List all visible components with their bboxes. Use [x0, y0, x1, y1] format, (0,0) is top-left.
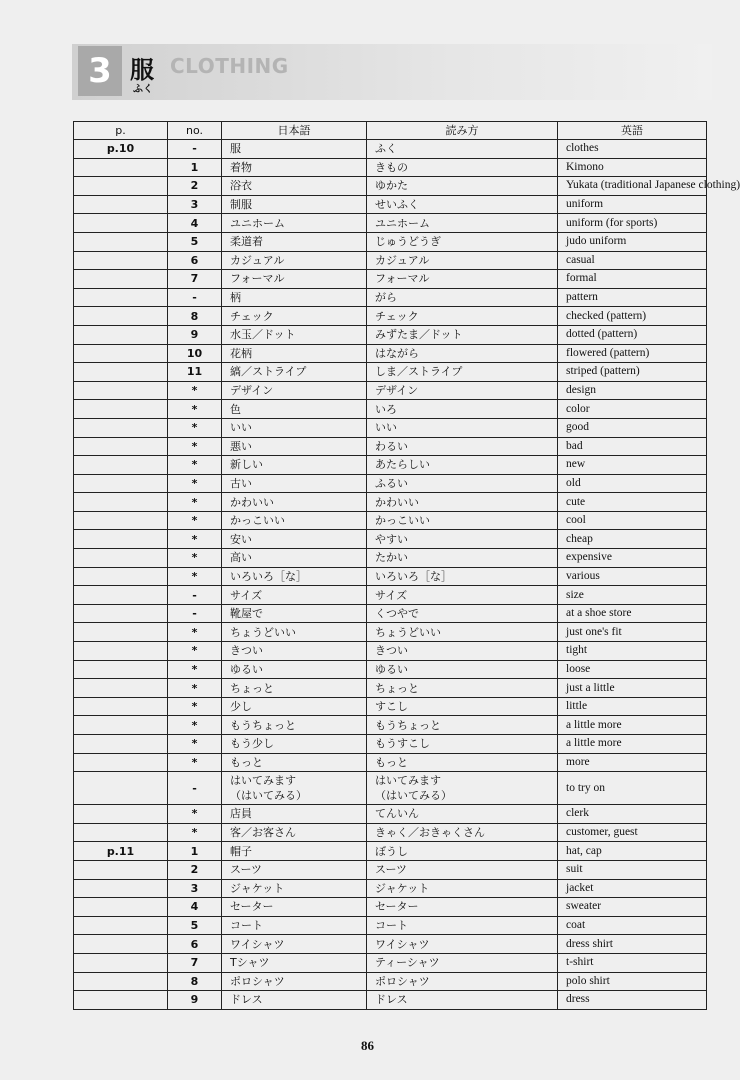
japanese-cell: 色 — [222, 400, 367, 419]
japanese-cell: 高い — [222, 549, 367, 568]
table-row — [74, 325, 707, 344]
table-row — [74, 363, 707, 382]
page-cell — [74, 270, 168, 289]
table-row — [74, 953, 707, 972]
page-cell — [74, 953, 168, 972]
reading-cell: ふるい — [367, 474, 558, 493]
number-cell: * — [168, 660, 222, 679]
number-cell: 5 — [168, 232, 222, 251]
table-row — [74, 972, 707, 991]
english-cell: hat, cap — [558, 842, 707, 861]
number-cell: * — [168, 642, 222, 661]
english-cell: expensive — [558, 549, 707, 568]
japanese-cell: 柔道着 — [222, 232, 367, 251]
chapter-number: 3 — [78, 46, 122, 96]
reading-cell: いろ — [367, 400, 558, 419]
english-cell: to try on — [558, 772, 707, 805]
japanese-cell: ゆるい — [222, 660, 367, 679]
number-cell: * — [168, 735, 222, 754]
table-row — [74, 898, 707, 917]
reading-cell: カジュアル — [367, 251, 558, 270]
number-cell: 4 — [168, 898, 222, 917]
number-cell: 2 — [168, 177, 222, 196]
reading-cell: がら — [367, 288, 558, 307]
page-cell — [74, 325, 168, 344]
page-cell — [74, 586, 168, 605]
number-cell: * — [168, 493, 222, 512]
page-cell — [74, 823, 168, 842]
number-cell: * — [168, 753, 222, 772]
table-row — [74, 842, 707, 861]
page-cell — [74, 935, 168, 954]
page-cell — [74, 177, 168, 196]
english-cell: cool — [558, 511, 707, 530]
english-cell: Yukata (traditional Japanese clothing) — [558, 177, 707, 196]
table-row — [74, 158, 707, 177]
japanese-cell: 少し — [222, 697, 367, 716]
table-row — [74, 860, 707, 879]
table-row — [74, 735, 707, 754]
number-cell: - — [168, 772, 222, 805]
english-cell: tight — [558, 642, 707, 661]
reading-cell: フォーマル — [367, 270, 558, 289]
japanese-cell: もっと — [222, 753, 367, 772]
japanese-cell: チェック — [222, 307, 367, 326]
english-cell: little — [558, 697, 707, 716]
english-cell: pattern — [558, 288, 707, 307]
page-cell — [74, 991, 168, 1010]
table-row — [74, 474, 707, 493]
japanese-cell: かわいい — [222, 493, 367, 512]
number-cell: * — [168, 716, 222, 735]
number-cell: * — [168, 549, 222, 568]
english-cell: dress — [558, 991, 707, 1010]
page-cell: p.11 — [74, 842, 168, 861]
japanese-cell: 服 — [222, 140, 367, 159]
reading-cell: いろいろ［な］ — [367, 567, 558, 586]
japanese-cell: もうちょっと — [222, 716, 367, 735]
page-cell — [74, 232, 168, 251]
japanese-cell: 古い — [222, 474, 367, 493]
reading-cell: せいふく — [367, 195, 558, 214]
japanese-cell: はいてみます （はいてみる） — [222, 772, 367, 805]
number-cell: 9 — [168, 325, 222, 344]
reading-cell: わるい — [367, 437, 558, 456]
number-cell: * — [168, 530, 222, 549]
japanese-cell: 着物 — [222, 158, 367, 177]
number-cell: 8 — [168, 307, 222, 326]
page-cell — [74, 860, 168, 879]
japanese-cell: 悪い — [222, 437, 367, 456]
page-cell — [74, 567, 168, 586]
reading-cell: もうすこし — [367, 735, 558, 754]
table-row — [74, 381, 707, 400]
reading-cell: チェック — [367, 307, 558, 326]
table-row — [74, 177, 707, 196]
page-cell — [74, 972, 168, 991]
japanese-cell: 縞／ストライプ — [222, 363, 367, 382]
english-cell: a little more — [558, 716, 707, 735]
japanese-cell: 新しい — [222, 456, 367, 475]
number-cell: 10 — [168, 344, 222, 363]
japanese-cell: 水玉／ドット — [222, 325, 367, 344]
reading-cell: ちょうどいい — [367, 623, 558, 642]
reading-cell: みずたま／ドット — [367, 325, 558, 344]
japanese-cell: デザイン — [222, 381, 367, 400]
japanese-cell: コート — [222, 916, 367, 935]
reading-cell: コート — [367, 916, 558, 935]
english-cell: flowered (pattern) — [558, 344, 707, 363]
english-cell: checked (pattern) — [558, 307, 707, 326]
page-cell — [74, 437, 168, 456]
reading-cell: ユニホーム — [367, 214, 558, 233]
table-header-row — [74, 122, 707, 140]
table-row — [74, 195, 707, 214]
japanese-cell: ジャケット — [222, 879, 367, 898]
english-cell: dotted (pattern) — [558, 325, 707, 344]
english-cell: Kimono — [558, 158, 707, 177]
page-cell — [74, 642, 168, 661]
english-cell: cheap — [558, 530, 707, 549]
page-cell — [74, 288, 168, 307]
reading-cell: かっこいい — [367, 511, 558, 530]
english-cell: color — [558, 400, 707, 419]
number-cell: * — [168, 805, 222, 824]
table-row — [74, 823, 707, 842]
number-cell: * — [168, 697, 222, 716]
english-cell: a little more — [558, 735, 707, 754]
reading-cell: たかい — [367, 549, 558, 568]
number-cell: - — [168, 604, 222, 623]
page-cell — [74, 735, 168, 754]
page-cell — [74, 716, 168, 735]
english-cell: coat — [558, 916, 707, 935]
page-cell: p.10 — [74, 140, 168, 159]
page-cell — [74, 363, 168, 382]
japanese-cell: 靴屋で — [222, 604, 367, 623]
japanese-cell: ドレス — [222, 991, 367, 1010]
english-cell: good — [558, 418, 707, 437]
english-cell: more — [558, 753, 707, 772]
reading-cell: はいてみます （はいてみる） — [367, 772, 558, 805]
reading-cell: ワイシャツ — [367, 935, 558, 954]
reading-cell: デザイン — [367, 381, 558, 400]
reading-cell: ポロシャツ — [367, 972, 558, 991]
number-cell: * — [168, 679, 222, 698]
reading-cell: サイズ — [367, 586, 558, 605]
japanese-cell: 浴衣 — [222, 177, 367, 196]
japanese-cell: もう少し — [222, 735, 367, 754]
japanese-cell: ちょうどいい — [222, 623, 367, 642]
table-row — [74, 530, 707, 549]
number-cell: * — [168, 623, 222, 642]
table-row — [74, 140, 707, 159]
reading-cell: かわいい — [367, 493, 558, 512]
table-row — [74, 344, 707, 363]
reading-cell: てんいん — [367, 805, 558, 824]
page-cell — [74, 898, 168, 917]
reading-cell: きもの — [367, 158, 558, 177]
table-row — [74, 251, 707, 270]
column-header-page: p. — [74, 122, 168, 140]
english-cell: dress shirt — [558, 935, 707, 954]
number-cell: 7 — [168, 953, 222, 972]
reading-cell: いい — [367, 418, 558, 437]
reading-cell: セーター — [367, 898, 558, 917]
number-cell: 9 — [168, 991, 222, 1010]
column-header-reading: 読み方 — [367, 122, 558, 140]
page-cell — [74, 660, 168, 679]
reading-cell: きゃく／おきゃくさん — [367, 823, 558, 842]
table-row — [74, 753, 707, 772]
table-row — [74, 400, 707, 419]
japanese-cell: ちょっと — [222, 679, 367, 698]
reading-cell: ぼうし — [367, 842, 558, 861]
page-cell — [74, 474, 168, 493]
page-cell — [74, 493, 168, 512]
chapter-furigana: ふく — [133, 84, 153, 95]
reading-cell: もっと — [367, 753, 558, 772]
table-row — [74, 772, 707, 805]
japanese-cell: サイズ — [222, 586, 367, 605]
number-cell: 3 — [168, 195, 222, 214]
column-header-number: no. — [168, 122, 222, 140]
number-cell: - — [168, 288, 222, 307]
japanese-cell: ユニホーム — [222, 214, 367, 233]
number-cell: 11 — [168, 363, 222, 382]
english-cell: size — [558, 586, 707, 605]
page-cell — [74, 381, 168, 400]
page-cell — [74, 805, 168, 824]
japanese-cell: きつい — [222, 642, 367, 661]
page-cell — [74, 195, 168, 214]
english-cell: casual — [558, 251, 707, 270]
number-cell: * — [168, 511, 222, 530]
english-cell: cute — [558, 493, 707, 512]
number-cell: * — [168, 381, 222, 400]
reading-cell: ドレス — [367, 991, 558, 1010]
english-cell: jacket — [558, 879, 707, 898]
english-cell: judo uniform — [558, 232, 707, 251]
japanese-cell: かっこいい — [222, 511, 367, 530]
number-cell: 5 — [168, 916, 222, 935]
reading-cell: ちょっと — [367, 679, 558, 698]
page-cell — [74, 679, 168, 698]
table-row — [74, 697, 707, 716]
english-cell: bad — [558, 437, 707, 456]
number-cell: 4 — [168, 214, 222, 233]
table-row — [74, 916, 707, 935]
number-cell: * — [168, 456, 222, 475]
page-cell — [74, 530, 168, 549]
reading-cell: ゆるい — [367, 660, 558, 679]
page-cell — [74, 251, 168, 270]
reading-cell: はながら — [367, 344, 558, 363]
vocabulary-table — [73, 121, 740, 1010]
english-cell: sweater — [558, 898, 707, 917]
japanese-cell: 客／お客さん — [222, 823, 367, 842]
page-cell — [74, 623, 168, 642]
english-cell: uniform (for sports) — [558, 214, 707, 233]
table-row — [74, 642, 707, 661]
japanese-cell: カジュアル — [222, 251, 367, 270]
number-cell: 7 — [168, 270, 222, 289]
english-cell: old — [558, 474, 707, 493]
table-row — [74, 991, 707, 1010]
table-row — [74, 549, 707, 568]
number-cell: 2 — [168, 860, 222, 879]
page-cell — [74, 697, 168, 716]
reading-cell: もうちょっと — [367, 716, 558, 735]
japanese-cell: セーター — [222, 898, 367, 917]
number-cell: * — [168, 567, 222, 586]
table-row — [74, 586, 707, 605]
english-cell: formal — [558, 270, 707, 289]
english-cell: loose — [558, 660, 707, 679]
reading-cell: くつやで — [367, 604, 558, 623]
chapter-english-title: CLOTHING — [170, 54, 289, 78]
page-cell — [74, 604, 168, 623]
japanese-cell: Tシャツ — [222, 953, 367, 972]
table-row — [74, 511, 707, 530]
japanese-cell: いい — [222, 418, 367, 437]
reading-cell: きつい — [367, 642, 558, 661]
table-row — [74, 418, 707, 437]
reading-cell: すこし — [367, 697, 558, 716]
reading-cell: ふく — [367, 140, 558, 159]
japanese-cell: 制服 — [222, 195, 367, 214]
page-cell — [74, 879, 168, 898]
reading-cell: ティーシャツ — [367, 953, 558, 972]
japanese-cell: 柄 — [222, 288, 367, 307]
english-cell: clothes — [558, 140, 707, 159]
table-row — [74, 660, 707, 679]
table-row — [74, 214, 707, 233]
table-row — [74, 567, 707, 586]
page-cell — [74, 456, 168, 475]
page-cell — [74, 772, 168, 805]
reading-cell: じゅうどうぎ — [367, 232, 558, 251]
number-cell: 3 — [168, 879, 222, 898]
english-cell: clerk — [558, 805, 707, 824]
reading-cell: ジャケット — [367, 879, 558, 898]
japanese-cell: 安い — [222, 530, 367, 549]
number-cell: * — [168, 474, 222, 493]
number-cell: * — [168, 823, 222, 842]
reading-cell: ゆかた — [367, 177, 558, 196]
table-row — [74, 288, 707, 307]
reading-cell: やすい — [367, 530, 558, 549]
table-row — [74, 232, 707, 251]
page-cell — [74, 549, 168, 568]
page-cell — [74, 916, 168, 935]
table-row — [74, 623, 707, 642]
reading-cell: しま／ストライプ — [367, 363, 558, 382]
table-row — [74, 935, 707, 954]
english-cell: polo shirt — [558, 972, 707, 991]
number-cell: * — [168, 418, 222, 437]
column-header-english: 英語 — [558, 122, 707, 140]
page-cell — [74, 753, 168, 772]
page-number: 86 — [361, 1038, 374, 1053]
chapter-header-band — [72, 44, 712, 100]
english-cell: new — [558, 456, 707, 475]
number-cell: - — [168, 140, 222, 159]
english-cell: at a shoe store — [558, 604, 707, 623]
english-cell: t-shirt — [558, 953, 707, 972]
english-cell: suit — [558, 860, 707, 879]
table-row — [74, 456, 707, 475]
table-row — [74, 805, 707, 824]
japanese-cell: 花柄 — [222, 344, 367, 363]
table-row — [74, 270, 707, 289]
japanese-cell: フォーマル — [222, 270, 367, 289]
japanese-cell: 店員 — [222, 805, 367, 824]
page-cell — [74, 214, 168, 233]
english-cell: striped (pattern) — [558, 363, 707, 382]
english-cell: uniform — [558, 195, 707, 214]
column-header-japanese: 日本語 — [222, 122, 367, 140]
page-cell — [74, 344, 168, 363]
reading-cell: あたらしい — [367, 456, 558, 475]
page-cell — [74, 418, 168, 437]
table-row — [74, 604, 707, 623]
number-cell: 8 — [168, 972, 222, 991]
page-cell — [74, 400, 168, 419]
page-cell — [74, 511, 168, 530]
english-cell: design — [558, 381, 707, 400]
page-cell — [74, 307, 168, 326]
table-row — [74, 437, 707, 456]
number-cell: 6 — [168, 935, 222, 954]
japanese-cell: いろいろ［な］ — [222, 567, 367, 586]
vocabulary-rows — [74, 140, 740, 1010]
table-row — [74, 879, 707, 898]
english-cell: just one's fit — [558, 623, 707, 642]
number-cell: 1 — [168, 842, 222, 861]
number-cell: 6 — [168, 251, 222, 270]
chapter-kanji-title: 服 — [130, 56, 154, 84]
english-cell: various — [558, 567, 707, 586]
japanese-cell: ポロシャツ — [222, 972, 367, 991]
number-cell: 1 — [168, 158, 222, 177]
number-cell: - — [168, 586, 222, 605]
japanese-cell: スーツ — [222, 860, 367, 879]
number-cell: * — [168, 437, 222, 456]
table-row — [74, 679, 707, 698]
table-row — [74, 307, 707, 326]
english-cell: just a little — [558, 679, 707, 698]
table-row — [74, 493, 707, 512]
japanese-cell: ワイシャツ — [222, 935, 367, 954]
japanese-cell: 帽子 — [222, 842, 367, 861]
english-cell: customer, guest — [558, 823, 707, 842]
number-cell: * — [168, 400, 222, 419]
reading-cell: スーツ — [367, 860, 558, 879]
page-cell — [74, 158, 168, 177]
table-row — [74, 716, 707, 735]
